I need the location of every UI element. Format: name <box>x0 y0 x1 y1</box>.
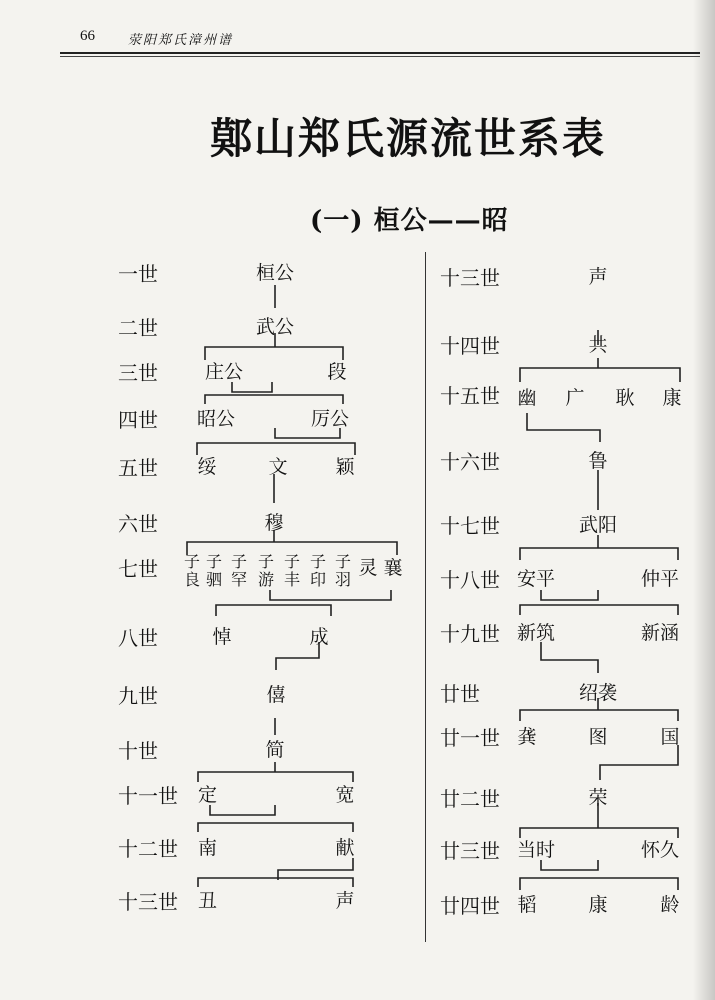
person-name: 国 <box>660 726 680 748</box>
page-number: 66 <box>80 28 95 44</box>
generation-label: 三世 <box>118 361 158 385</box>
person-name: 康 <box>662 387 682 409</box>
person-name: 武公 <box>255 316 295 338</box>
person-name: 子驷 <box>206 552 223 589</box>
person-name: 子丰 <box>284 552 301 589</box>
person-name: 声 <box>588 266 608 288</box>
person-name: 定 <box>198 784 218 806</box>
person-name: 昭公 <box>197 408 236 430</box>
person-name: 共 <box>588 334 608 356</box>
generation-label: 十三世 <box>118 890 178 914</box>
person-name: 绍袭 <box>578 682 618 704</box>
person-name: 新筑 <box>517 622 556 644</box>
person-name: 桓公 <box>255 262 295 284</box>
generation-label: 五世 <box>118 456 158 480</box>
person-name: 成 <box>309 626 329 648</box>
generation-label: 一世 <box>118 262 158 286</box>
person-name: 子印 <box>310 552 327 589</box>
person-name: 厉公 <box>310 408 350 430</box>
generation-label: 七世 <box>118 557 158 581</box>
person-name: 幽 <box>517 387 537 409</box>
generation-label: 廿一世 <box>440 726 500 750</box>
page-title: 鄚山郑氏源流世系表 <box>210 114 607 163</box>
person-name: 南 <box>198 837 218 859</box>
person-name: 穆 <box>264 512 284 534</box>
person-name: 怀久 <box>640 839 680 861</box>
person-name: 灵 <box>358 557 378 579</box>
person-name: 献 <box>335 837 355 859</box>
person-name: 子羽 <box>335 552 352 589</box>
person-name: 新涵 <box>640 622 680 644</box>
person-name: 丑 <box>198 890 218 912</box>
person-name: 声 <box>335 890 355 912</box>
generation-label: 廿世 <box>440 682 480 706</box>
person-name: 襄 <box>383 557 403 579</box>
person-name: 龚 <box>517 726 537 748</box>
person-name: 图 <box>588 726 608 748</box>
person-name: 龄 <box>660 894 680 916</box>
generation-label: 十九世 <box>440 622 500 646</box>
generation-label: 廿四世 <box>440 894 500 918</box>
person-name: 广 <box>565 387 585 409</box>
generation-label: 廿二世 <box>440 787 500 811</box>
generation-label: 廿三世 <box>440 839 500 863</box>
section-subtitle: (一) 桓公——昭 <box>310 206 509 236</box>
generation-label: 二世 <box>118 316 158 340</box>
person-name: 僖 <box>266 684 286 706</box>
person-name: 当时 <box>517 839 556 861</box>
person-name: 韬 <box>517 894 537 916</box>
person-name: 悼 <box>212 626 232 648</box>
person-name: 子罕 <box>231 552 248 589</box>
person-name: 仲平 <box>640 568 680 590</box>
person-name: 绥 <box>197 456 217 478</box>
generation-label: 十六世 <box>440 450 500 474</box>
person-name: 子良 <box>184 552 201 589</box>
generation-label: 九世 <box>118 684 158 708</box>
generation-label: 十五世 <box>440 384 500 408</box>
person-name: 安平 <box>517 568 556 590</box>
person-name: 子游 <box>258 552 275 589</box>
person-name: 荣 <box>588 787 608 809</box>
generation-label: 六世 <box>118 512 158 536</box>
generation-label: 十二世 <box>118 837 178 861</box>
person-name: 文 <box>268 456 288 478</box>
person-name: 武阳 <box>578 514 618 536</box>
person-name: 段 <box>327 361 347 383</box>
running-header: 荥阳郑氏漳州谱 <box>128 33 234 48</box>
person-name: 康 <box>588 894 608 916</box>
person-name: 宽 <box>335 784 355 806</box>
generation-label: 八世 <box>118 626 158 650</box>
generation-label: 十七世 <box>440 514 500 538</box>
generation-label: 十一世 <box>118 784 178 808</box>
generation-label: 十三世 <box>440 266 500 290</box>
person-name: 耿 <box>615 387 635 409</box>
person-name: 鲁 <box>588 450 608 472</box>
person-name: 庄公 <box>205 361 244 383</box>
person-name: 颖 <box>335 456 355 478</box>
generation-label: 十世 <box>118 739 158 763</box>
generation-label: 四世 <box>118 408 158 432</box>
generation-label: 十八世 <box>440 568 500 592</box>
person-name: 简 <box>265 739 285 761</box>
generation-label: 十四世 <box>440 334 500 358</box>
